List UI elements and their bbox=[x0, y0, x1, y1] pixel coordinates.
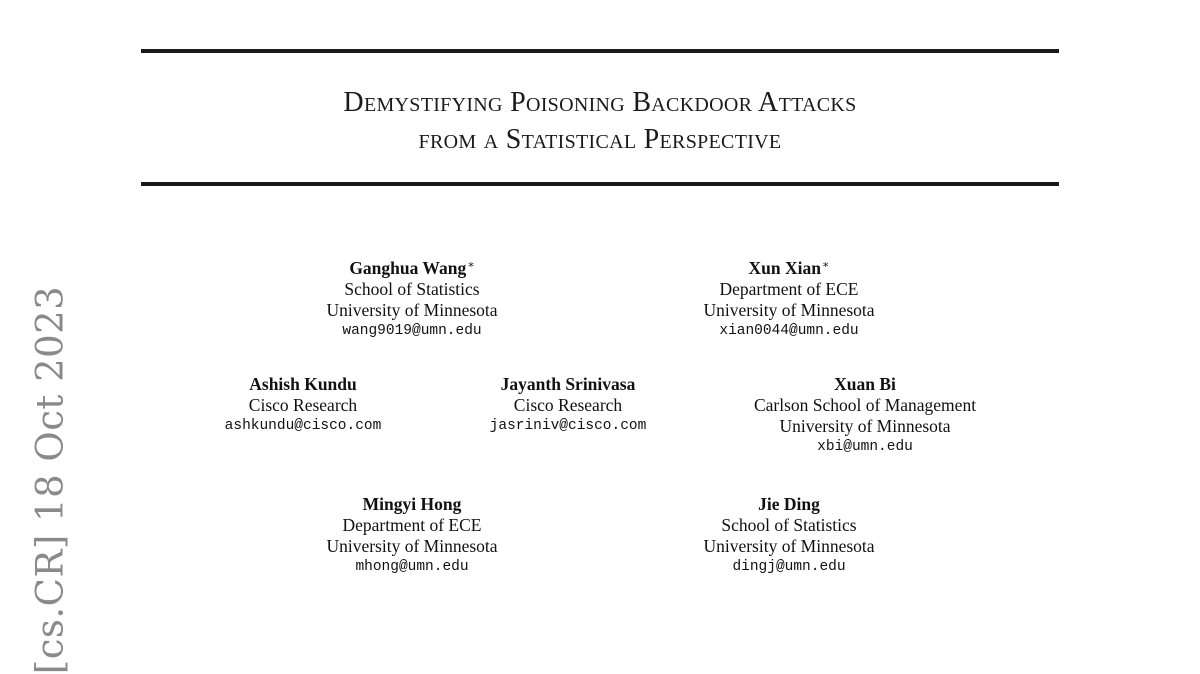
arxiv-side-stamp: [cs.CR] 18 Oct 2023 bbox=[28, 285, 72, 674]
author-jayanth-srinivasa bbox=[490, 374, 647, 437]
title-bottom-rule bbox=[141, 182, 1059, 186]
author-name: Mingyi Hong bbox=[362, 494, 462, 514]
author-affiliation: University of Minnesota bbox=[703, 300, 875, 320]
author-name: Ganghua Wang bbox=[349, 258, 467, 278]
author-ganghua-wang bbox=[326, 255, 497, 342]
author-ashish-kundu bbox=[225, 374, 382, 437]
author-affiliation: University of Minnesota bbox=[703, 536, 875, 556]
author-xuan-bi bbox=[754, 374, 976, 458]
title-top-rule bbox=[141, 49, 1059, 53]
author-mingyi-hong bbox=[326, 494, 497, 578]
author-affiliation: Cisco Research bbox=[248, 395, 358, 415]
author-email: xbi@umn.edu bbox=[817, 439, 913, 455]
author-jie-ding bbox=[703, 494, 874, 578]
author-email: wang9019@umn.edu bbox=[342, 323, 482, 339]
author-affiliation: University of Minnesota bbox=[326, 536, 498, 556]
author-affiliation: School of Statistics bbox=[721, 515, 857, 535]
author-email: xian0044@umn.edu bbox=[719, 323, 859, 339]
author-affiliation: Department of ECE bbox=[719, 279, 859, 299]
paper-title bbox=[141, 84, 1059, 158]
author-name: Jie Ding bbox=[758, 494, 820, 514]
title-line-1: Demystifying Poisoning Backdoor Attacks bbox=[343, 87, 857, 118]
author-name: Xun Xian bbox=[748, 258, 821, 278]
author-email: jasriniv@cisco.com bbox=[489, 418, 647, 434]
author-email: ashkundu@cisco.com bbox=[224, 418, 382, 434]
author-affiliation: Carlson School of Management bbox=[753, 395, 977, 415]
author-affiliation: School of Statistics bbox=[344, 279, 480, 299]
author-affiliation: Cisco Research bbox=[513, 395, 623, 415]
author-affiliation: Department of ECE bbox=[342, 515, 482, 535]
equal-contribution-marker: ∗ bbox=[467, 259, 475, 271]
author-xun-xian bbox=[703, 255, 874, 342]
author-name: Xuan Bi bbox=[834, 374, 896, 394]
author-email: mhong@umn.edu bbox=[355, 559, 469, 575]
author-name: Jayanth Srinivasa bbox=[500, 374, 636, 394]
author-email: dingj@umn.edu bbox=[732, 559, 846, 575]
author-affiliation: University of Minnesota bbox=[326, 300, 498, 320]
author-affiliation: University of Minnesota bbox=[779, 416, 951, 436]
title-line-2: from a Statistical Perspective bbox=[418, 124, 782, 155]
author-name: Ashish Kundu bbox=[249, 374, 357, 394]
equal-contribution-marker: ∗ bbox=[821, 259, 830, 271]
